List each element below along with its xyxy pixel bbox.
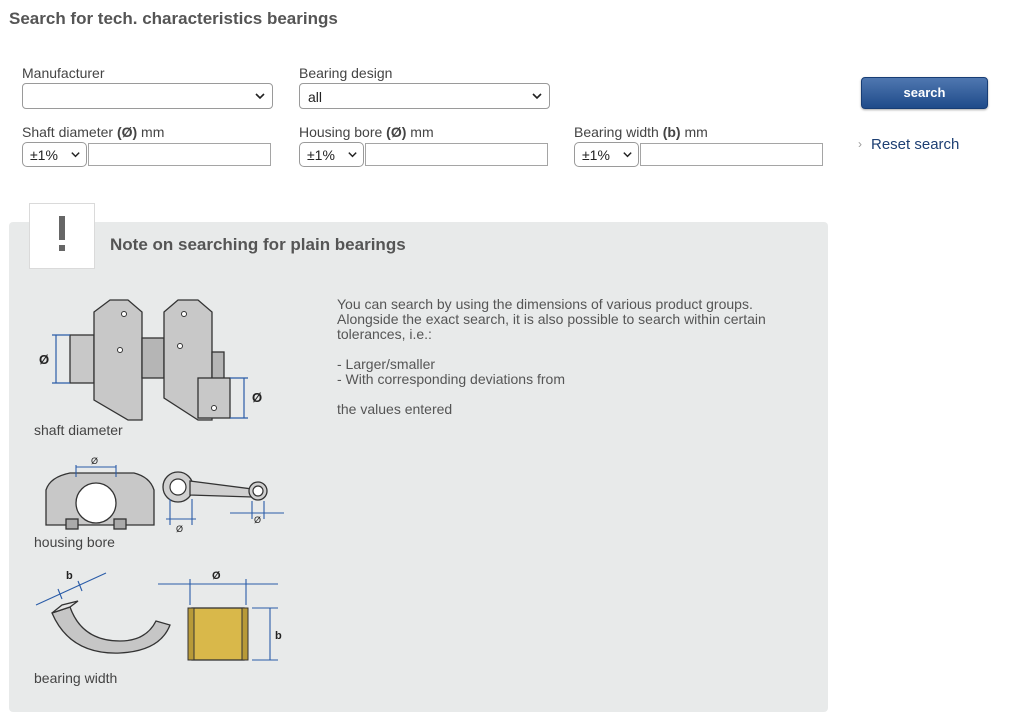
housing-bore-tolerance-select[interactable]	[299, 142, 364, 167]
shaft-diameter-label: Shaft diameter (Ø) mm	[22, 124, 165, 140]
bearing-design-label: Bearing design	[299, 65, 393, 81]
bearing-design-select[interactable]	[299, 83, 550, 109]
chevron-down-icon	[347, 149, 358, 160]
note-trailing-text: the values entered	[337, 401, 453, 417]
chevron-down-icon	[254, 90, 266, 102]
note-list-item: - Larger/smaller	[337, 356, 436, 372]
reset-search-label: Reset search	[871, 136, 960, 153]
diameter-symbol: Ø	[254, 515, 262, 525]
housing-bore-label: Housing bore (Ø) mm	[299, 124, 434, 140]
chevron-down-icon	[70, 149, 81, 160]
note-text	[337, 297, 807, 417]
bearing-width-input[interactable]	[640, 143, 823, 166]
housing-bore-tolerance-value: ±1%	[307, 147, 335, 163]
housing-bore-caption: housing bore	[34, 534, 115, 550]
diameter-symbol: Ø	[176, 524, 184, 534]
note-paragraph: You can search by using the dimensions of various product groups. Alongside the exact search, it is also possible to search within certain tolerances, i.e.:	[337, 296, 766, 342]
chevron-down-icon	[622, 149, 633, 160]
bearing-width-illustration	[30, 565, 290, 670]
diameter-symbol: Ø	[39, 352, 50, 367]
bearing-width-tolerance-select[interactable]	[574, 142, 639, 167]
housing-bore-illustration	[30, 455, 290, 535]
diameter-symbol: Ø	[252, 390, 263, 405]
width-symbol: b	[66, 570, 73, 582]
exclamation-icon	[30, 204, 94, 268]
bearing-width-caption: bearing width	[34, 670, 118, 686]
reset-search-link[interactable]	[858, 136, 959, 153]
diameter-symbol: Ø	[212, 570, 221, 582]
crankshaft-illustration	[30, 290, 280, 430]
chevron-right-icon: ›	[858, 137, 862, 151]
bearing-width-tolerance-value: ±1%	[582, 147, 610, 163]
manufacturer-select[interactable]	[22, 83, 273, 109]
bearing-width-label: Bearing width (b) mm	[574, 124, 708, 140]
note-icon-box	[29, 203, 95, 269]
note-title: Note on searching for plain bearings	[110, 235, 406, 254]
shaft-diameter-caption: shaft diameter	[34, 422, 123, 438]
manufacturer-label: Manufacturer	[22, 65, 105, 81]
bearing-design-select-value: all	[308, 89, 323, 105]
note-list-item: - With corresponding deviations from	[337, 371, 565, 387]
width-symbol: b	[275, 630, 282, 642]
page-title: Search for tech. characteristics bearings	[9, 9, 338, 28]
search-button[interactable]: search	[861, 77, 988, 109]
housing-bore-input[interactable]	[365, 143, 548, 166]
shaft-diameter-tolerance-select[interactable]	[22, 142, 87, 167]
shaft-diameter-tolerance-value: ±1%	[30, 147, 58, 163]
chevron-down-icon	[531, 90, 543, 102]
diameter-symbol: Ø	[91, 456, 99, 466]
shaft-diameter-input[interactable]	[88, 143, 271, 166]
